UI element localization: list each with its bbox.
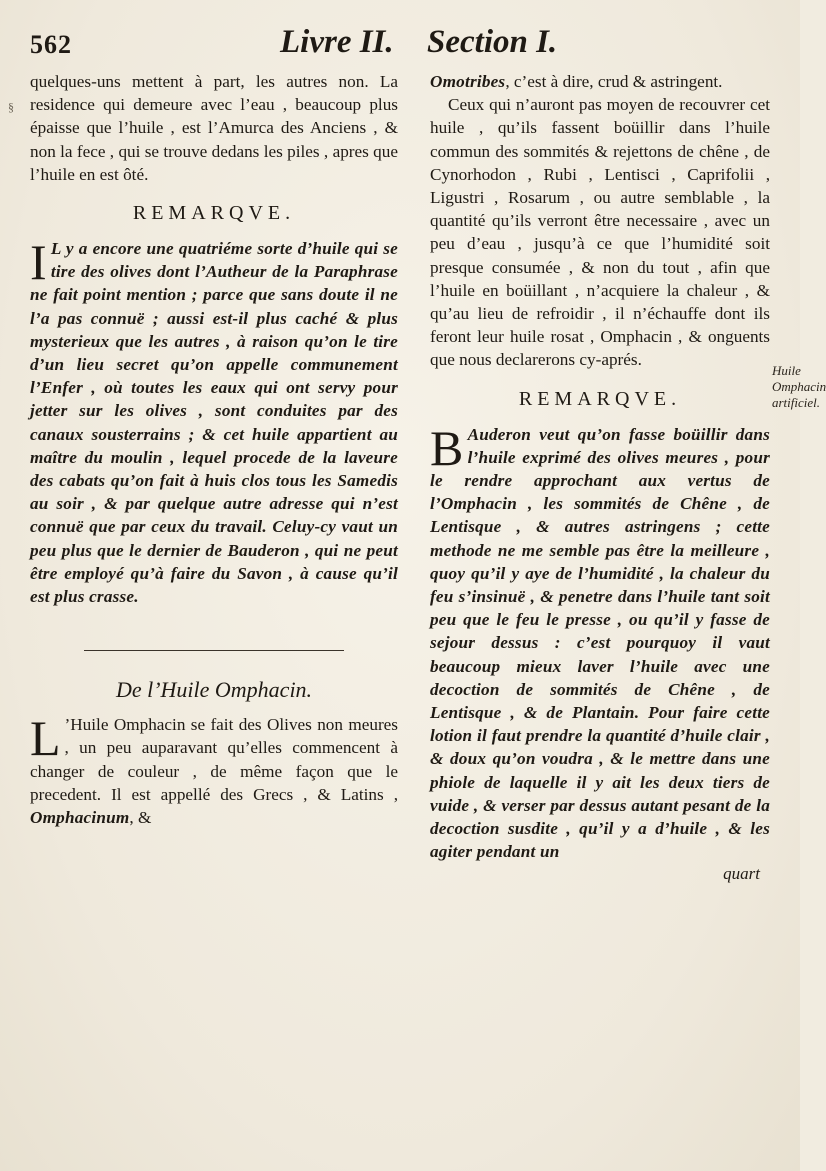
continuation-paragraph: [430, 70, 770, 93]
main-paragraph-right: Ceux qui n’auront pas moyen de recouvrer cet huile , qu’ils fassent boüillir dans l’huile commun des sommités & rejettons de chêne , de Cynorhodon , Rubi , Lentisci , Caprifolii , Ligustri , Rosarum , ou autre semblable , la quantité qu’ils verront être necessaire , avec un peu d’eau , jusqu’à ce que l’humidité soit presque consumée , & non du tout , afin que l’huile en boüillant , n’acquiere la chaleur , & qu’au lieu de refroidir , il n’échauffe dont ils feront leur huile rosat , Omphacin , & onguents que nous declarerons cy-aprés.: [430, 95, 770, 370]
section-text-end: , &: [129, 808, 152, 828]
continuation-italic: Omotribes: [430, 72, 506, 91]
right-column: [430, 70, 770, 884]
continuation-text: , c’est à dire, crud & astringent.: [505, 72, 723, 91]
remarque-heading-right: REMARQVE.: [518, 387, 682, 410]
remarque-text-right: Auderon veut qu’on fasse boüillir dans l’huile exprimé des olives meures , pour le rendre approchant aux vertus de l’Omphacin , les sommités de Chêne , de Lentisque , & autres astringens ; cette methode ne me semble pas être la meilleure , quoy qu’il y aye de l’humidité , la chaleur du feu s’insinuë , & penetre dans l’huile tant soit peu que le feu le presse , ou qu’il y fasse de sejour dessus : c’est pourquoy il vaut beaucoup mieux laver l’huile avec une decoction de sommités de Chêne , de Lentisque , & de Plantain. Pour faire cette lotion il faut prendre la quantité d’huile clair , & doux qu’on voudra , & le mettre dans une phiole de laquelle il y ait les deux tiers de vuide , & verser par dessus autant pesant de la decoction susdite , qu’il y a d’huile , & les agiter pendant un: [430, 424, 770, 862]
section-text-start: ’Huile Omphacin se fait des Olives non meures , un peu auparavant qu’elles commencent à changer de couleur , de même façon que le precedent. Il est appellé des Grecs , & Latins ,: [30, 715, 398, 804]
margin-mark: §: [8, 100, 14, 114]
section-paragraph: [30, 710, 398, 829]
dropcap-b: B: [430, 419, 464, 476]
remarque-paragraph-right: [430, 419, 770, 864]
remarque-heading-left: REMARQVE.: [132, 202, 296, 225]
dropcap-i: I: [30, 234, 47, 291]
section-text-italic: Omphacinum: [30, 808, 130, 828]
running-head-left: Livre II.: [280, 24, 394, 60]
remarque-text-left: L y a encore une quatriéme sorte d’huile qui se tire des olives dont l’Autheur de la Paraphrase ne fait point mention ; parce que sans doute il ne l’a pas connuë ; aussi est-il plus caché & plus mysterieux que les autres , à raison qu’on le tire d’un lieu secret qu’on appelle communement l’Enfer , où toutes les eaux qui ont servy pour jetter sur les olives , sont conduites par des canaux sousterrains ; & cet huile appartient au maître du moulin , lequel procede de la laveure des cabats qu’on fait à huis clos tous les Samedis au soir , & par quelque autre adresse qui n’est connuë que par ceux du travail. Celuy-cy vaut un peu plus que le dernier de Bauderon , qui ne peut être employé qu’à faire du Savon , à cause qu’il est plus crasse.: [30, 239, 398, 607]
section-divider: [84, 650, 344, 651]
remarque-paragraph-left: [30, 234, 398, 608]
left-column: [30, 70, 398, 829]
catchword: quart: [723, 863, 760, 883]
margin-note: Huile Omphacin artificiel.: [772, 363, 826, 410]
running-head-right: Section I.: [427, 24, 558, 60]
section-title: De l’Huile Omphacin.: [115, 677, 313, 703]
dropcap-l: L: [30, 710, 61, 767]
page-number: 562: [30, 30, 72, 59]
page-header: [30, 22, 770, 72]
intro-paragraph: quelques-uns mettent à part, les autres non. La residence qui demeure avec l’eau , beaucoup plus épaisse que l’huile , est l’Amurca des Anciens , & non la fece , qui se trouve dedans les piles , apres que l’huile en est ôté.: [30, 72, 398, 184]
